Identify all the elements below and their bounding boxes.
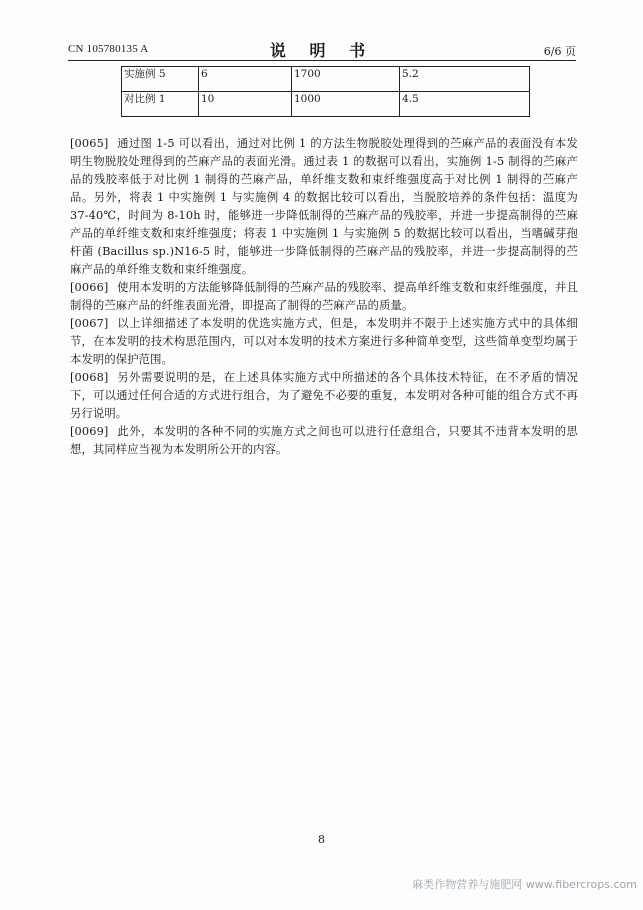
paragraph-number: [0066] <box>70 281 109 294</box>
paragraph-0069 <box>70 423 578 459</box>
paragraph-text: 另外需要说明的是，在上述具体实施方式中所描述的各个具体技术特征，在不矛盾的情况下，可以通过任何合适的方式进行组合，为了避免不必要的重复，本发明对各种可能的组合方式不再另行说明。 <box>70 371 578 420</box>
table-row <box>122 92 530 117</box>
paragraph-0066 <box>70 279 578 315</box>
document-body <box>70 135 578 459</box>
paragraph-number: [0065] <box>70 137 109 150</box>
paragraph-number: [0067] <box>70 317 109 330</box>
paragraph-number: [0068] <box>70 371 109 384</box>
paragraph-number: [0069] <box>70 425 109 438</box>
paragraph-0068 <box>70 369 578 423</box>
table-cell: 6 <box>199 67 292 92</box>
header-divider <box>68 60 576 61</box>
page-number: 8 <box>318 833 325 846</box>
table-cell: 1700 <box>292 67 400 92</box>
table-cell: 1000 <box>292 92 400 117</box>
site-watermark: 麻类作物营养与施肥网 www.fibercrops.com <box>412 878 637 891</box>
paragraph-0067 <box>70 315 578 369</box>
paragraph-text: 通过图 1-5 可以看出，通过对比例 1 的方法生物脱胶处理得到的苎麻产品的表面没有本发明生物脱胶处理得到的苎麻产品的表面光滑。通过表 1 的数据可以看出，实施例 1-5 制得的苎麻产品的残胶率低于对比例 1 制得的苎麻产品，单纤维支数和束纤维强度高于对比例 1 制得的苎麻产品。另外，将表 1 中实施例 1 与实施例 4 的数据比较可以看出，当脱胶培养的条件包括：温度为 37-40℃，时间为 8-10h 时，能够进一步降低制得的苎麻产品的残胶率，并进一步提高制得的苎麻产品的单纤维支数和束纤维强度；将表 1 中实施例 1 与实施例 5 的数据比较可以看出，当嗜碱芽孢杆菌 (Bacillus sp.)N16-5 时，能够进一步降低制得的苎麻产品的残胶率，并进一步提高制得的苎麻产品的单纤维支数和束纤维强度。 <box>70 137 578 276</box>
table-cell: 实施例 5 <box>122 67 199 92</box>
paragraph-text: 使用本发明的方法能够降低制得的苎麻产品的残胶率、提高单纤维支数和束纤维强度，并且制得的苎麻产品的纤维表面光滑，即提高了制得的苎麻产品的质量。 <box>70 281 578 312</box>
table-cell: 4.5 <box>400 92 530 117</box>
paragraph-text: 此外，本发明的各种不同的实施方式之间也可以进行任意组合，只要其不违背本发明的思想，其同样应当视为本发明所公开的内容。 <box>70 425 578 456</box>
document-title: 说 明 书 <box>269 41 375 60</box>
page-header <box>68 38 576 60</box>
table-cell: 10 <box>199 92 292 117</box>
data-table <box>121 66 530 117</box>
table-row <box>122 67 530 92</box>
table-cell: 5.2 <box>400 67 530 92</box>
publication-number: CN 105780135 A <box>68 43 149 55</box>
page-indicator: 6/6 页 <box>543 45 576 58</box>
paragraph-0065 <box>70 135 578 279</box>
paragraph-text: 以上详细描述了本发明的优选实施方式，但是，本发明并不限于上述实施方式中的具体细节，在本发明的技术构思范围内，可以对本发明的技术方案进行多种简单变型，这些简单变型均属于本发明的保护范围。 <box>70 317 578 366</box>
table-cell: 对比例 1 <box>122 92 199 117</box>
